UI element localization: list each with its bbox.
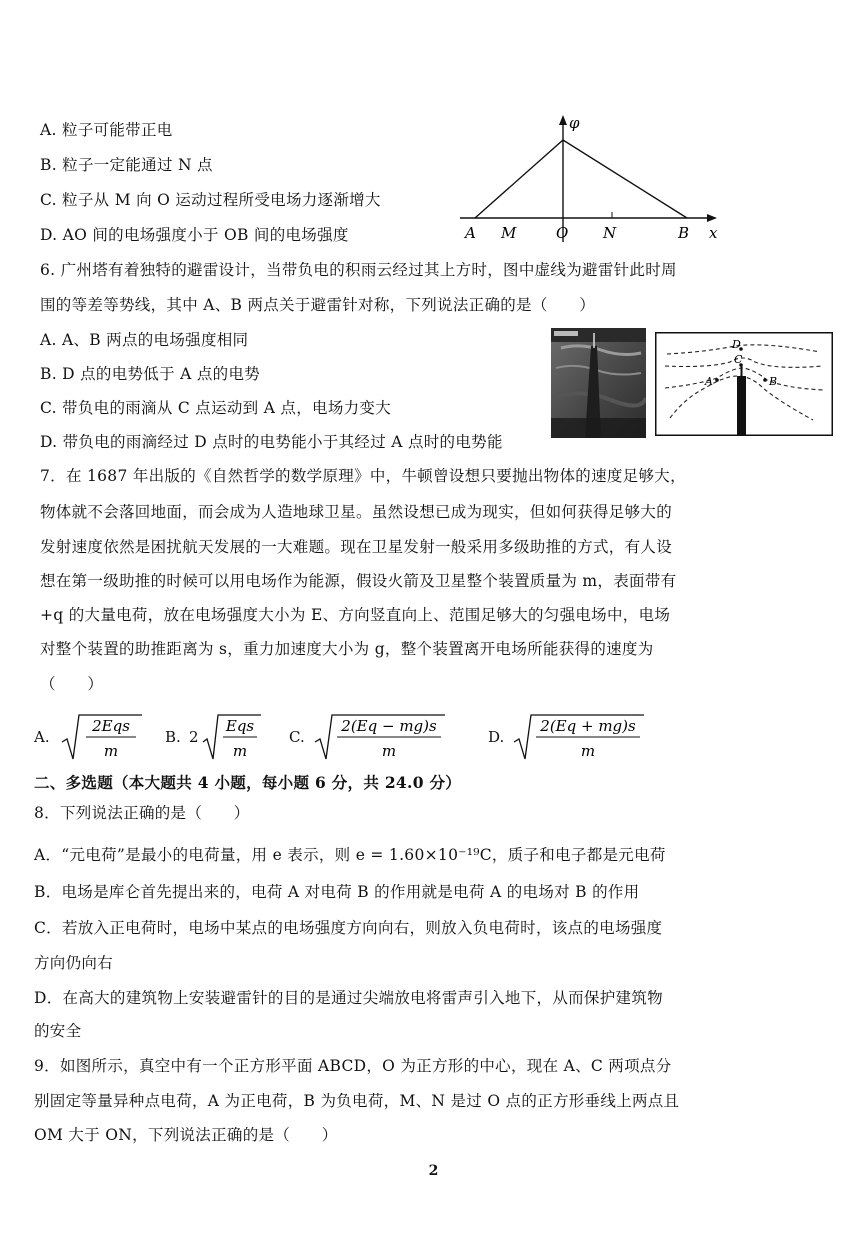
graph-y-label: φ (569, 114, 580, 132)
q9-line2: 别固定等量异种点电荷，A 为正电荷，B 为负电荷，M、N 是过 O 点的正方形垂线上两点且 (34, 1092, 680, 1110)
equipotential-diagram (655, 332, 833, 436)
q6-stem-line1: 6. 广州塔有着独特的避雷设计，当带负电的积雨云经过其上方时，图中虚线为避雷针此时周 (40, 261, 677, 279)
q7-option-a-denominator: m (103, 742, 119, 760)
q8-option-d-line2: 的安全 (34, 1022, 82, 1040)
graph-point-b: B (678, 224, 690, 242)
q7-option-c-denominator: m (381, 742, 397, 760)
q7-option-d-label: D. (488, 728, 505, 746)
q8-stem: 8．下列说法正确的是（ ） (34, 804, 250, 822)
q8-option-d-line1: D．在高大的建筑物上安装避雷针的目的是通过尖端放电将雷声引入地下，从而保护建筑物 (34, 989, 663, 1007)
q7-option-b-coefficient: 2 (189, 728, 199, 746)
q6-option-b: B. D 点的电势低于 A 点的电势 (40, 365, 261, 383)
q8-option-b: B．电场是库仑首先提出来的，电荷 A 对电荷 B 的作用就是电荷 A 的电场对 B 的作用 (34, 883, 640, 901)
potential-graph (455, 112, 725, 244)
q7-option-d-formula (512, 712, 648, 762)
graph-point-m: M (501, 224, 517, 242)
q7-option-b (165, 712, 265, 762)
q7-line2: 物体就不会落回地面，而会成为人造地球卫星。虽然设想已成为现实，但如何获得足够大的 (40, 503, 673, 521)
q7-option-b-denominator: m (232, 742, 248, 760)
q8-option-c-line1: C．若放入正电荷时，电场中某点的电场强度方向向右，则放入负电荷时，该点的电场强度 (34, 919, 663, 937)
q7-line7: （ ） (40, 675, 104, 693)
q7-option-a-label: A. (34, 728, 50, 746)
q5-option-b: B. 粒子一定能通过 N 点 (40, 156, 213, 174)
q7-option-a-numerator: 2Eqs (92, 717, 130, 735)
q7-option-c (289, 712, 449, 762)
q5-option-c: C. 粒子从 M 向 O 运动过程所受电场力逐渐增大 (40, 191, 381, 209)
q7-option-a (34, 712, 144, 762)
q7-option-a-formula (60, 712, 144, 762)
q7-option-b-formula (201, 712, 265, 762)
q7-option-c-formula (313, 712, 449, 762)
q7-option-c-label: C. (289, 728, 305, 746)
q7-option-c-numerator: 2(Eq − mg)s (341, 717, 437, 735)
q7-line5: +q 的大量电荷，放在电场强度大小为 E、方向竖直向上、范围足够大的匀强电场中，电场 (40, 606, 671, 624)
q7-line6: 对整个装置的助推距离为 s，重力加速度大小为 g，整个装置离开电场所能获得的速度为 (40, 640, 654, 658)
q9-line3: OM 大于 ON，下列说法正确的是（ ） (34, 1126, 338, 1144)
q9-line1: 9．如图所示，真空中有一个正方形平面 ABCD，O 为正方形的中心，现在 A、C 两项点分 (34, 1057, 672, 1075)
q8-option-c-line2: 方向仍向右 (34, 954, 114, 972)
q6-option-c: C. 带负电的雨滴从 C 点运动到 A 点，电场力变大 (40, 399, 392, 417)
graph-point-a: A (465, 224, 476, 242)
diagram-label-c: C (734, 353, 743, 366)
diagram-label-a: A (705, 375, 713, 388)
graph-x-label: x (709, 224, 718, 242)
q6-stem-line2: 围的等差等势线，其中 A、B 两点关于避雷针对称，下列说法正确的是（ ） (40, 296, 596, 314)
q7-line3: 发射速度依然是困扰航天发展的一大难题。现在卫星发射一般采用多级助推的方式，有人设 (40, 538, 673, 556)
q7-line1: 7．在 1687 年出版的《自然哲学的数学原理》中，牛顿曾设想只要抛出物体的速度足够大， (40, 467, 686, 485)
diagram-label-d: D (732, 338, 741, 351)
q6-option-d: D. 带负电的雨滴经过 D 点时的电势能小于其经过 A 点时的电势能 (40, 433, 503, 451)
diagram-label-b: B (769, 375, 778, 388)
graph-point-n: N (603, 224, 617, 242)
graph-point-o: O (556, 224, 569, 242)
section-heading-multiple-choice: 二、多选题（本大题共 4 小题，每小题 6 分，共 24.0 分） (34, 773, 462, 792)
q5-option-a: A. 粒子可能带正电 (40, 121, 173, 139)
q8-option-a: A．“元电荷”是最小的电荷量，用 e 表示，则 e = 1.60×10⁻¹⁹C，质子和电子都是元电荷 (34, 846, 666, 864)
tower-photo (551, 328, 646, 438)
q7-option-b-label: B. (165, 728, 181, 746)
q7-option-d-denominator: m (580, 742, 596, 760)
q7-line4: 想在第一级助推的时候可以用电场作为能源，假设火箭及卫星整个装置质量为 m，表面带有 (40, 572, 677, 590)
q7-option-d-numerator: 2(Eq + mg)s (540, 717, 636, 735)
q6-option-a: A. A、B 两点的电场强度相同 (40, 331, 249, 349)
q7-option-d (488, 712, 648, 762)
q5-option-d: D. AO 间的电场强度小于 OB 间的电场强度 (40, 226, 349, 244)
page-number: 2 (428, 1163, 439, 1179)
q7-option-b-numerator: Eqs (225, 717, 255, 735)
